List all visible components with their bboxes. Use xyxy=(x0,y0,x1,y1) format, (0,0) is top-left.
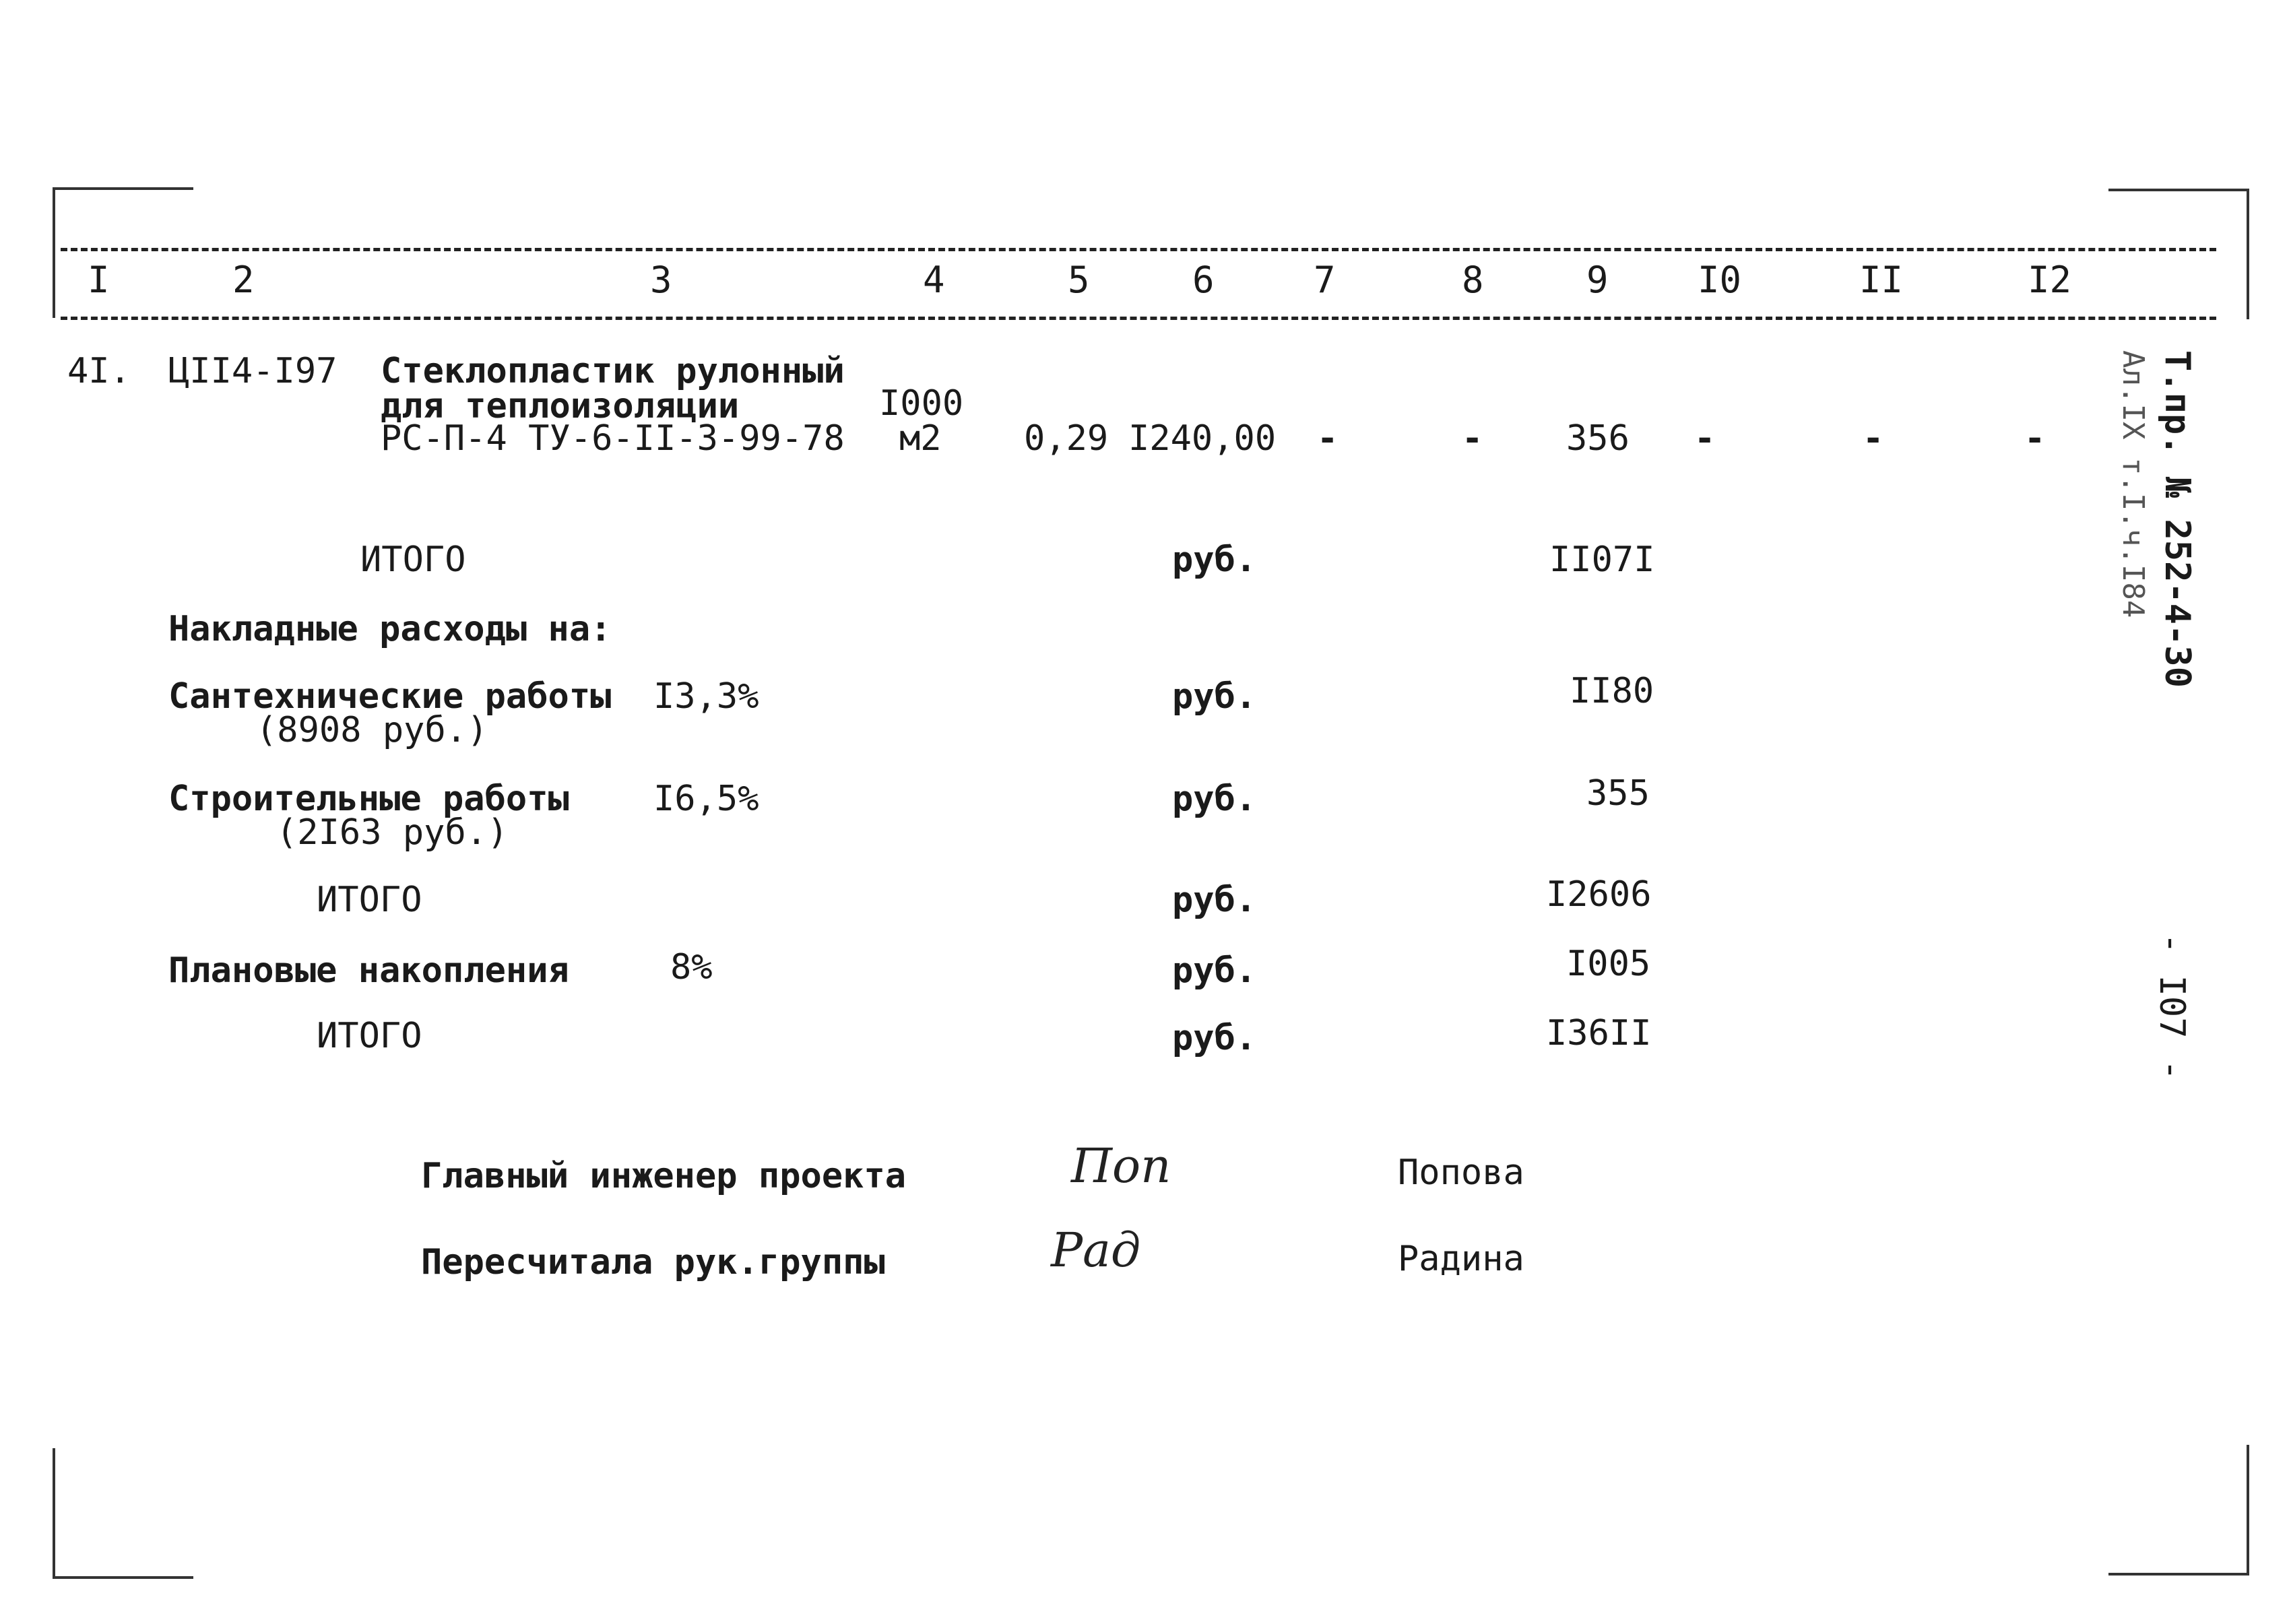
header-col-12: I2 xyxy=(2028,259,2072,301)
row-col8: - xyxy=(1462,418,1483,459)
header-col-11: II xyxy=(1859,259,1904,301)
header-col-8: 8 xyxy=(1462,259,1484,301)
planned-savings-pct: 8% xyxy=(670,947,713,987)
row-name-line-3: РС-П-4 ТУ-6-II-3-99-78 xyxy=(381,418,845,459)
row-col7: - xyxy=(1317,418,1339,459)
row-number: 4I. xyxy=(67,351,131,391)
grand-total-label: ИТОГО xyxy=(317,1016,422,1056)
overhead-heading: Накладные расходы на: xyxy=(168,609,612,649)
row-col5: 0,29 xyxy=(1024,418,1109,459)
header-col-5: 5 xyxy=(1068,259,1090,301)
row-col12: - xyxy=(2024,418,2046,459)
row-unit: м2 xyxy=(899,418,942,459)
construction-unit: руб. xyxy=(1172,779,1257,819)
header-col-1: I xyxy=(88,259,110,301)
header-top-line xyxy=(61,248,2216,251)
plumbing-value: II80 xyxy=(1570,671,1654,711)
corner-bottom-left xyxy=(53,1448,193,1579)
subtotal-label: ИТОГО xyxy=(317,880,422,920)
row-name-line-1: Стеклопластик рулонный xyxy=(381,351,845,391)
row-col10: - xyxy=(1694,418,1716,459)
row-unit-qty: I000 xyxy=(879,383,964,424)
row-col11: - xyxy=(1863,418,1884,459)
plumbing-label: Сантехнические работы xyxy=(168,676,612,717)
header-col-3: 3 xyxy=(650,259,672,301)
construction-label: Строительные работы xyxy=(168,779,569,819)
plumbing-pct: I3,3% xyxy=(653,676,759,717)
row-col9: 356 xyxy=(1566,418,1630,459)
header-col-10: I0 xyxy=(1698,259,1742,301)
total-value: II07I xyxy=(1549,540,1655,580)
header-col-6: 6 xyxy=(1192,259,1215,301)
subtotal-unit: руб. xyxy=(1172,880,1257,920)
plumbing-unit: руб. xyxy=(1172,676,1257,717)
row-name-line-2: для теплоизоляции xyxy=(381,386,740,426)
header-col-2: 2 xyxy=(232,259,255,301)
header-col-7: 7 xyxy=(1314,259,1336,301)
construction-pct: I6,5% xyxy=(653,779,759,819)
corner-top-right xyxy=(2108,189,2249,319)
total-label: ИТОГО xyxy=(360,540,466,580)
signature-group-lead: Рад xyxy=(1051,1223,1141,1278)
signature-name-chief-engineer: Попова xyxy=(1398,1152,1524,1193)
planned-savings-value: I005 xyxy=(1566,944,1651,984)
planned-savings-label: Плановые накопления xyxy=(168,950,569,991)
planned-savings-unit: руб. xyxy=(1172,950,1257,991)
construction-value: 355 xyxy=(1586,773,1650,814)
grand-total-value: I36II xyxy=(1546,1013,1652,1053)
signature-role-group-lead: Пересчитала рук.группы xyxy=(421,1242,885,1282)
grand-total-unit: руб. xyxy=(1172,1018,1257,1058)
row-code: ЦII4-I97 xyxy=(168,351,337,391)
construction-sub: (2I63 руб.) xyxy=(276,812,509,853)
margin-doc-id: Т.пр. № 252-4-30 xyxy=(2157,350,2197,688)
corner-top-left xyxy=(53,187,193,318)
total-unit: руб. xyxy=(1172,540,1257,580)
header-bottom-line xyxy=(61,317,2216,320)
row-col6: I240,00 xyxy=(1128,418,1277,459)
header-col-4: 4 xyxy=(923,259,945,301)
header-col-9: 9 xyxy=(1586,259,1609,301)
signature-name-group-lead: Радина xyxy=(1398,1239,1524,1279)
plumbing-sub: (8908 руб.) xyxy=(256,710,488,750)
margin-album: Ал.IX т.I.ч.I84 xyxy=(2116,350,2150,618)
margin-page-number: - I07 - xyxy=(2152,933,2192,1081)
corner-bottom-right xyxy=(2108,1445,2249,1576)
signature-role-chief-engineer: Главный инженер проекта xyxy=(421,1156,907,1196)
signature-chief-engineer: Поп xyxy=(1071,1138,1171,1194)
subtotal-value: I2606 xyxy=(1546,874,1652,915)
